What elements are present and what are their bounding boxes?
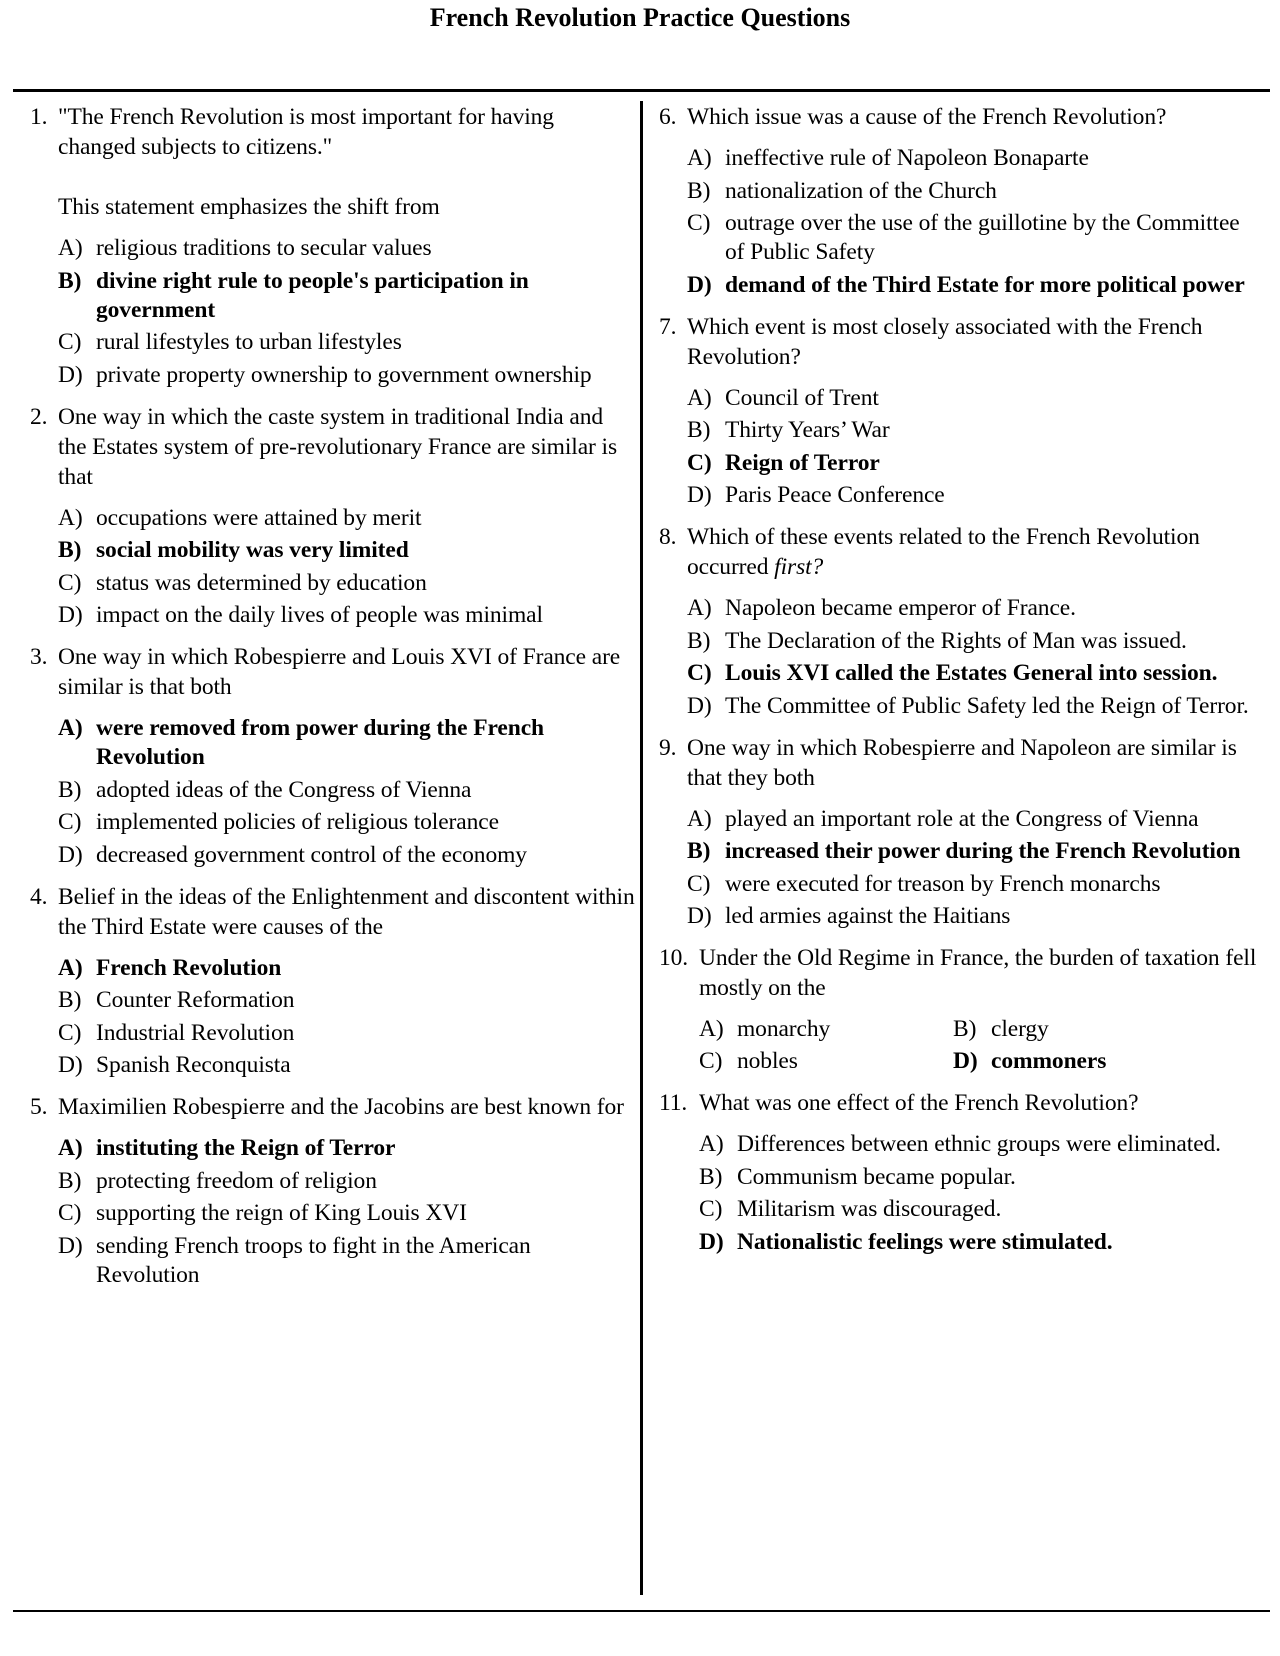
answer-choice[interactable] bbox=[58, 267, 635, 325]
choice-letter: C) bbox=[687, 870, 711, 897]
answer-choice[interactable] bbox=[58, 601, 635, 630]
answer-choice[interactable] bbox=[58, 361, 635, 390]
choice-letter: A) bbox=[58, 1135, 83, 1161]
choice-letter: D) bbox=[58, 602, 83, 628]
answer-choice[interactable] bbox=[58, 1167, 635, 1196]
choice-letter: B) bbox=[58, 1167, 82, 1194]
choice-text: led armies against the Haitians bbox=[725, 903, 1011, 929]
answer-choice[interactable] bbox=[58, 841, 635, 870]
answer-choice[interactable] bbox=[687, 692, 1262, 721]
choice-text: supporting the reign of King Louis XVI bbox=[96, 1200, 467, 1226]
question-stem bbox=[30, 882, 635, 942]
choice-text: Nationalistic feelings were stimulated. bbox=[737, 1228, 1113, 1255]
choice-letter: A) bbox=[58, 715, 83, 741]
choice-letter: B) bbox=[687, 627, 711, 654]
answer-choice[interactable] bbox=[58, 328, 635, 357]
choice-letter: D) bbox=[687, 692, 712, 719]
question-number: 4. bbox=[30, 883, 48, 910]
answer-choice[interactable] bbox=[953, 1047, 1193, 1076]
choice-letter: C) bbox=[58, 329, 82, 355]
answer-choice[interactable] bbox=[699, 1130, 1262, 1159]
answer-choices bbox=[30, 504, 635, 631]
answer-choice[interactable] bbox=[687, 416, 1262, 445]
question-stem bbox=[659, 522, 1262, 582]
answer-choices bbox=[659, 144, 1262, 300]
choice-text: adopted ideas of the Congress of Vienna bbox=[96, 776, 472, 803]
choice-text: Spanish Reconquista bbox=[96, 1052, 291, 1078]
choice-text: French Revolution bbox=[96, 954, 282, 981]
choice-text: The Committee of Public Safety led the Reign of Terror. bbox=[725, 692, 1249, 719]
answer-choices bbox=[659, 1130, 1262, 1257]
choice-letter: B) bbox=[687, 417, 711, 443]
question-stem bbox=[659, 312, 1262, 372]
choice-letter: C) bbox=[58, 569, 82, 596]
answer-choice[interactable] bbox=[687, 209, 1262, 267]
choice-letter: C) bbox=[687, 449, 712, 476]
answer-choice[interactable] bbox=[58, 714, 635, 772]
answer-choice[interactable] bbox=[58, 986, 635, 1015]
answer-choices bbox=[659, 384, 1262, 511]
choice-text: played an important role at the Congress of Vienna bbox=[725, 805, 1199, 832]
choice-text: Militarism was discouraged. bbox=[737, 1196, 1002, 1222]
choice-text: demand of the Third Estate for more political power bbox=[725, 271, 1245, 298]
choice-letter: D) bbox=[687, 271, 712, 298]
choice-letter: C) bbox=[687, 210, 711, 236]
choice-letter: B) bbox=[953, 1016, 977, 1042]
choice-text: implemented policies of religious tolerance bbox=[96, 809, 499, 835]
answer-choice[interactable] bbox=[687, 177, 1262, 206]
choice-letter: D) bbox=[58, 1232, 83, 1259]
question-text-emphasis: first? bbox=[774, 554, 824, 580]
question-6 bbox=[659, 102, 1262, 300]
answer-choices bbox=[30, 954, 635, 1081]
choice-letter: D) bbox=[58, 1052, 83, 1078]
choice-text: clergy bbox=[991, 1016, 1049, 1042]
choice-text: commoners bbox=[991, 1048, 1107, 1074]
answer-choices bbox=[659, 594, 1262, 721]
choice-letter: A) bbox=[58, 954, 83, 981]
answer-choice[interactable] bbox=[687, 870, 1262, 899]
question-number: 5. bbox=[30, 1094, 48, 1120]
choice-text: were removed from power during the French Revolution bbox=[96, 715, 544, 770]
question-text: Belief in the ideas of the Enlightenment and discontent within the Third Estate were causes of the bbox=[58, 883, 635, 940]
question-text: One way in which Robespierre and Napoleon are similar is that they both bbox=[687, 734, 1237, 791]
answer-choices bbox=[659, 805, 1262, 932]
choice-letter: C) bbox=[58, 1200, 82, 1226]
question-4 bbox=[30, 882, 635, 1081]
question-number: 6. bbox=[659, 104, 677, 130]
choice-letter: A) bbox=[687, 145, 712, 171]
answer-choice[interactable] bbox=[687, 384, 1262, 413]
answer-choices bbox=[30, 234, 635, 390]
question-2 bbox=[30, 402, 635, 631]
question-text bbox=[687, 522, 1262, 582]
answer-choice[interactable] bbox=[687, 902, 1262, 931]
question-text: Maximilien Robespierre and the Jacobins are best known for bbox=[58, 1094, 624, 1120]
question-number: 9. bbox=[659, 734, 677, 761]
choice-letter: A) bbox=[687, 595, 712, 621]
question-number: 2. bbox=[30, 403, 48, 430]
answer-choice[interactable] bbox=[58, 504, 635, 533]
choice-letter: A) bbox=[58, 504, 83, 531]
choice-letter: A) bbox=[699, 1016, 724, 1042]
answer-choice[interactable] bbox=[953, 1015, 1193, 1044]
answer-choice[interactable] bbox=[58, 954, 635, 983]
choice-text: Counter Reformation bbox=[96, 987, 295, 1013]
choice-text: rural lifestyles to urban lifestyles bbox=[96, 329, 402, 355]
question-3 bbox=[30, 642, 635, 870]
question-text: One way in which the caste system in traditional India and the Estates system of pre-revolutionary France are similar is that bbox=[58, 403, 618, 490]
question-text: One way in which Robespierre and Louis XVI of France are similar is that both bbox=[58, 644, 621, 700]
answer-choice[interactable] bbox=[699, 1015, 953, 1044]
choice-letter: A) bbox=[687, 805, 712, 832]
answer-choice[interactable] bbox=[687, 805, 1262, 834]
question-number: 7. bbox=[659, 313, 677, 340]
answer-choice[interactable] bbox=[687, 594, 1262, 623]
answer-choice[interactable] bbox=[687, 627, 1262, 656]
answer-choice[interactable] bbox=[699, 1047, 953, 1076]
choice-text: decreased government control of the economy bbox=[96, 841, 527, 868]
choice-letter: D) bbox=[699, 1228, 724, 1255]
choice-text: divine right rule to people's participation in government bbox=[96, 267, 529, 323]
choice-text: social mobility was very limited bbox=[96, 537, 409, 563]
question-text: Under the Old Regime in France, the burden of taxation fell mostly on the bbox=[699, 945, 1257, 1001]
choice-letter: B) bbox=[699, 1163, 723, 1190]
question-8 bbox=[659, 522, 1262, 721]
question-lead-in: This statement emphasizes the shift from bbox=[58, 194, 440, 220]
answer-choice[interactable] bbox=[687, 659, 1262, 688]
choice-letter: D) bbox=[687, 482, 712, 508]
question-stem bbox=[30, 102, 635, 222]
choice-text: Reign of Terror bbox=[725, 449, 880, 476]
choice-text: were executed for treason by French monarchs bbox=[725, 870, 1161, 897]
answer-choice[interactable] bbox=[699, 1163, 1262, 1192]
choice-letter: C) bbox=[687, 660, 712, 686]
top-rule bbox=[13, 89, 1270, 92]
choice-text: Communism became popular. bbox=[737, 1163, 1016, 1190]
question-number: 8. bbox=[659, 524, 677, 550]
answer-choice[interactable] bbox=[699, 1195, 1262, 1224]
choice-text: private property ownership to government ownership bbox=[96, 361, 592, 388]
answer-choices bbox=[30, 1134, 635, 1290]
answer-choice[interactable] bbox=[58, 1019, 635, 1048]
choice-letter: B) bbox=[687, 177, 711, 204]
answer-choice[interactable] bbox=[687, 481, 1262, 510]
question-text: Which event is most closely associated with the French Revolution? bbox=[687, 313, 1203, 370]
answer-choice[interactable] bbox=[58, 776, 635, 805]
answer-choice[interactable] bbox=[699, 1228, 1262, 1257]
question-11 bbox=[659, 1088, 1262, 1257]
choice-text: impact on the daily lives of people was minimal bbox=[96, 602, 543, 628]
question-stem bbox=[30, 642, 635, 702]
choice-text: monarchy bbox=[737, 1016, 831, 1042]
choice-text: Industrial Revolution bbox=[96, 1019, 295, 1046]
question-10 bbox=[659, 943, 1262, 1076]
question-number: 10. bbox=[659, 945, 689, 971]
choice-text: instituting the Reign of Terror bbox=[96, 1135, 396, 1161]
answer-choice[interactable] bbox=[58, 536, 635, 565]
question-text: "The French Revolution is most important for having changed subjects to citizens." bbox=[58, 104, 554, 160]
column-divider bbox=[640, 101, 643, 1595]
answer-choices bbox=[30, 714, 635, 870]
choice-text: occupations were attained by merit bbox=[96, 504, 422, 531]
choice-letter: C) bbox=[58, 1019, 82, 1046]
left-column bbox=[30, 102, 635, 1290]
choice-letter: C) bbox=[699, 1196, 723, 1222]
question-stem bbox=[659, 733, 1262, 793]
choice-text: status was determined by education bbox=[96, 569, 427, 596]
choice-text: Thirty Years’ War bbox=[725, 417, 890, 443]
choice-letter: D) bbox=[58, 361, 83, 388]
choice-letter: A) bbox=[699, 1131, 724, 1157]
answer-choice[interactable] bbox=[687, 271, 1262, 300]
answer-choice[interactable] bbox=[58, 234, 635, 263]
choice-letter: B) bbox=[687, 838, 711, 864]
answer-choice[interactable] bbox=[58, 808, 635, 837]
choice-letter: A) bbox=[687, 384, 712, 411]
choice-letter: D) bbox=[58, 841, 83, 868]
answer-choice[interactable] bbox=[58, 1134, 635, 1163]
choice-letter: C) bbox=[58, 809, 82, 835]
choice-letter: B) bbox=[58, 537, 82, 563]
bottom-rule bbox=[13, 1610, 1270, 1612]
choice-text: increased their power during the French Revolution bbox=[725, 838, 1241, 864]
answer-choices bbox=[659, 1015, 1262, 1076]
right-column bbox=[659, 102, 1262, 1257]
question-number: 11. bbox=[659, 1090, 688, 1116]
answer-choice[interactable] bbox=[687, 837, 1262, 866]
question-text: Which issue was a cause of the French Revolution? bbox=[687, 104, 1167, 130]
question-text-main: Which of these events related to the French Revolution occurred bbox=[687, 524, 1200, 580]
question-number: 1. bbox=[30, 104, 48, 130]
choice-text: ineffective rule of Napoleon Bonaparte bbox=[725, 145, 1089, 171]
answer-choice[interactable] bbox=[58, 569, 635, 598]
question-stem bbox=[30, 1092, 635, 1122]
choice-letter: D) bbox=[953, 1048, 978, 1074]
question-number: 3. bbox=[30, 644, 48, 670]
choice-text: Louis XVI called the Estates General into session. bbox=[725, 660, 1218, 686]
question-stem bbox=[659, 102, 1262, 132]
choice-text: nobles bbox=[737, 1048, 798, 1074]
page-title: French Revolution Practice Questions bbox=[429, 3, 851, 32]
choice-letter: D) bbox=[687, 903, 712, 929]
answer-choice[interactable] bbox=[687, 449, 1262, 478]
choice-text: protecting freedom of religion bbox=[96, 1167, 377, 1194]
choice-text: outrage over the use of the guillotine by the Committee of Public Safety bbox=[725, 210, 1240, 265]
choice-letter: B) bbox=[58, 267, 82, 294]
question-text: What was one effect of the French Revolution? bbox=[699, 1090, 1139, 1116]
question-stem bbox=[659, 943, 1262, 1003]
choice-letter: B) bbox=[58, 987, 82, 1013]
choice-text: Differences between ethnic groups were eliminated. bbox=[737, 1131, 1221, 1157]
question-9 bbox=[659, 733, 1262, 932]
question-stem bbox=[659, 1088, 1262, 1118]
choice-text: Council of Trent bbox=[725, 384, 879, 411]
answer-choice[interactable] bbox=[687, 144, 1262, 173]
question-stem bbox=[30, 402, 635, 492]
question-5 bbox=[30, 1092, 635, 1290]
choice-letter: A) bbox=[58, 235, 83, 261]
choice-text: nationalization of the Church bbox=[725, 177, 997, 204]
answer-choice[interactable] bbox=[58, 1232, 635, 1290]
choice-text: sending French troops to fight in the American Revolution bbox=[96, 1232, 531, 1288]
choice-letter: B) bbox=[58, 776, 82, 803]
choice-text: Napoleon became emperor of France. bbox=[725, 595, 1076, 621]
choice-letter: C) bbox=[699, 1048, 723, 1074]
answer-choice[interactable] bbox=[58, 1051, 635, 1080]
question-1 bbox=[30, 102, 635, 390]
question-7 bbox=[659, 312, 1262, 511]
choice-text: Paris Peace Conference bbox=[725, 482, 945, 508]
choice-text: The Declaration of the Rights of Man was issued. bbox=[725, 627, 1187, 654]
choice-text: religious traditions to secular values bbox=[96, 235, 432, 261]
answer-choice[interactable] bbox=[58, 1199, 635, 1228]
